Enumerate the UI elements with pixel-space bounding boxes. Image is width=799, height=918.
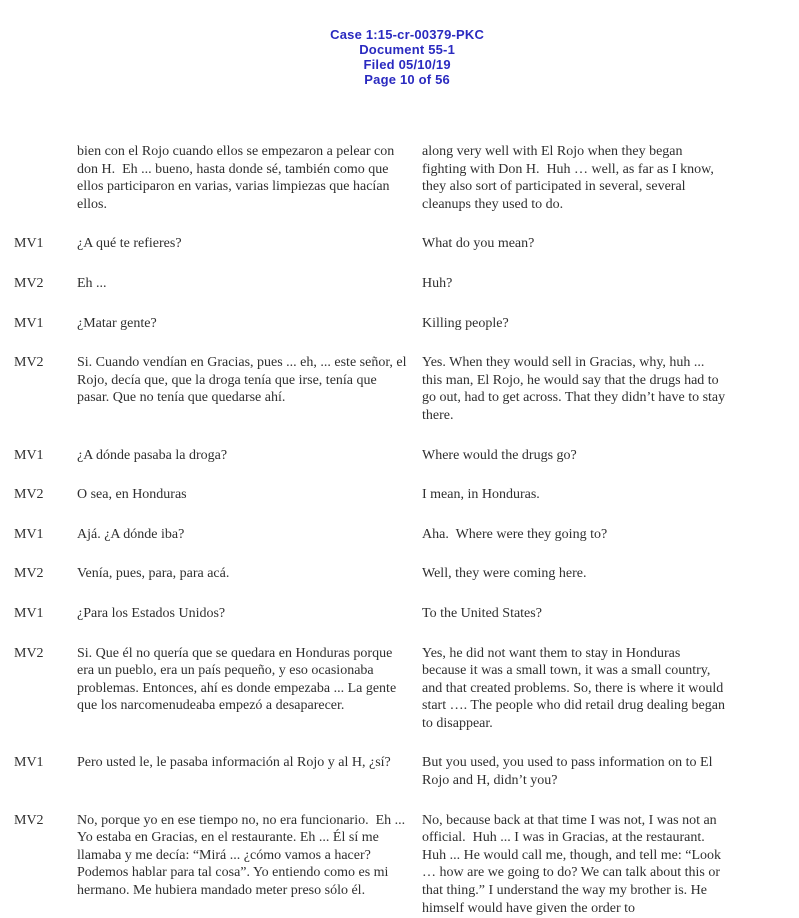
english-text: To the United States? [422,605,542,621]
spanish-text: ¿Para los Estados Unidos? [77,605,226,621]
ecf-filed-date: Filed 05/10/19 [363,57,451,72]
transcript [0,143,799,917]
speaker-label: MV2 [14,645,44,661]
transcript-row [14,812,799,918]
speaker-label: MV1 [14,755,44,771]
spanish-text: Pero usted le, le pasaba información al Rojo y al H, ¿sí? [77,755,391,771]
english-text: Yes. When they would sell in Gracias, why, huh ... this man, El Rojo, he would say that the drugs had to go out, had to get across. That they didn’t have to stay there. [422,355,729,423]
english-text: along very well with El Rojo when they began fighting with Don H. Huh … well, as far as I know, they also sort of participated in several, several cleanups they used to do. [422,144,718,212]
spanish-text: Ajá. ¿A dónde iba? [77,526,185,542]
speaker-label: MV2 [14,812,44,828]
ecf-stamp-header [0,0,799,102]
transcript-row [14,447,799,465]
spanish-text: Si. Cuando vendían en Gracias, pues ... eh, ... este señor, el Rojo, decía que, que la droga tenía que irse, tenía que pasar. Que no tenía que quedarse ahí. [77,355,411,406]
transcript-row [14,486,799,504]
spanish-text: Venía, pues, para, para acá. [77,566,230,582]
transcript-row [14,275,799,293]
ecf-document-number: Document 55-1 [359,42,456,57]
spanish-text: O sea, en Honduras [77,487,187,503]
english-text: Huh? [422,275,453,291]
spanish-text: Eh ... [77,275,107,291]
transcript-row [14,315,799,333]
speaker-label: MV1 [14,605,44,621]
speaker-label: MV2 [14,355,44,371]
spanish-text: ¿A qué te refieres? [77,236,182,252]
transcript-row [14,526,799,544]
spanish-text: bien con el Rojo cuando ellos se empezaron a pelear con don H. Eh ... bueno, hasta donde sé, también como que ellos participaron en varias, varias limpiezas que hacían ellos. [77,144,398,212]
speaker-label: MV1 [14,447,44,463]
transcript-row [14,354,799,424]
transcript-row [14,754,799,789]
english-text: What do you mean? [422,236,535,252]
speaker-label: MV1 [14,236,44,252]
speaker-label [14,143,62,213]
english-text: I mean, in Honduras. [422,487,540,503]
speaker-label: MV1 [14,526,44,542]
english-text: No, because back at that time I was not, I was not an official. Huh ... I was in Gracias, at the restaurant. Huh ... He would call me, though, and tell me: “Look … how are we going to do? We can talk about this or that thing.” I understand the way my brother is. He himself would have given the order to [422,812,725,916]
spanish-text: ¿A dónde pasaba la droga? [77,447,228,463]
spanish-text: ¿Matar gente? [77,315,157,331]
spanish-text: No, porque yo en ese tiempo no, no era funcionario. Eh ... Yo estaba en Gracias, en el restaurante. Eh ... Él sí me llamaba y me decía: “Mirá ... ¿cómo vamos a hacer? Podemos hablar para tal cosa”. Yo entiendo como es mi hermano. Me hubiera mandado meter preso sólo él. [77,812,409,899]
transcript-row [14,565,799,583]
english-text: Aha. Where were they going to? [422,526,608,542]
ecf-page-number: Page 10 of 56 [364,72,450,87]
speaker-label: MV2 [14,487,44,503]
transcript-row [14,235,799,253]
english-text: Killing people? [422,315,509,331]
english-text: But you used, you used to pass information on to El Rojo and H, didn’t you? [422,755,716,789]
speaker-label: MV2 [14,566,44,582]
english-text: Yes, he did not want them to stay in Honduras because it was a small town, it was a small country, and that created problems. So, there is where it would start …. The people who did retail drug dealing began to disappear. [422,645,729,731]
speaker-label: MV1 [14,315,44,331]
transcript-row [14,645,799,733]
english-text: Where would the drugs go? [422,447,577,463]
spanish-text: Si. Que él no quería que se quedara en Honduras porque era un pueblo, era un país pequeño, y eso ocasionaba problemas. Entonces, ahí es donde empezaba ... La gente que los narcomenudeaba empezó a desaparecer. [77,645,400,714]
ecf-case-number: Case 1:15-cr-00379-PKC [330,27,485,42]
speaker-label: MV2 [14,275,44,291]
transcript-row [14,143,799,213]
english-text: Well, they were coming here. [422,566,587,582]
transcript-row [14,605,799,623]
